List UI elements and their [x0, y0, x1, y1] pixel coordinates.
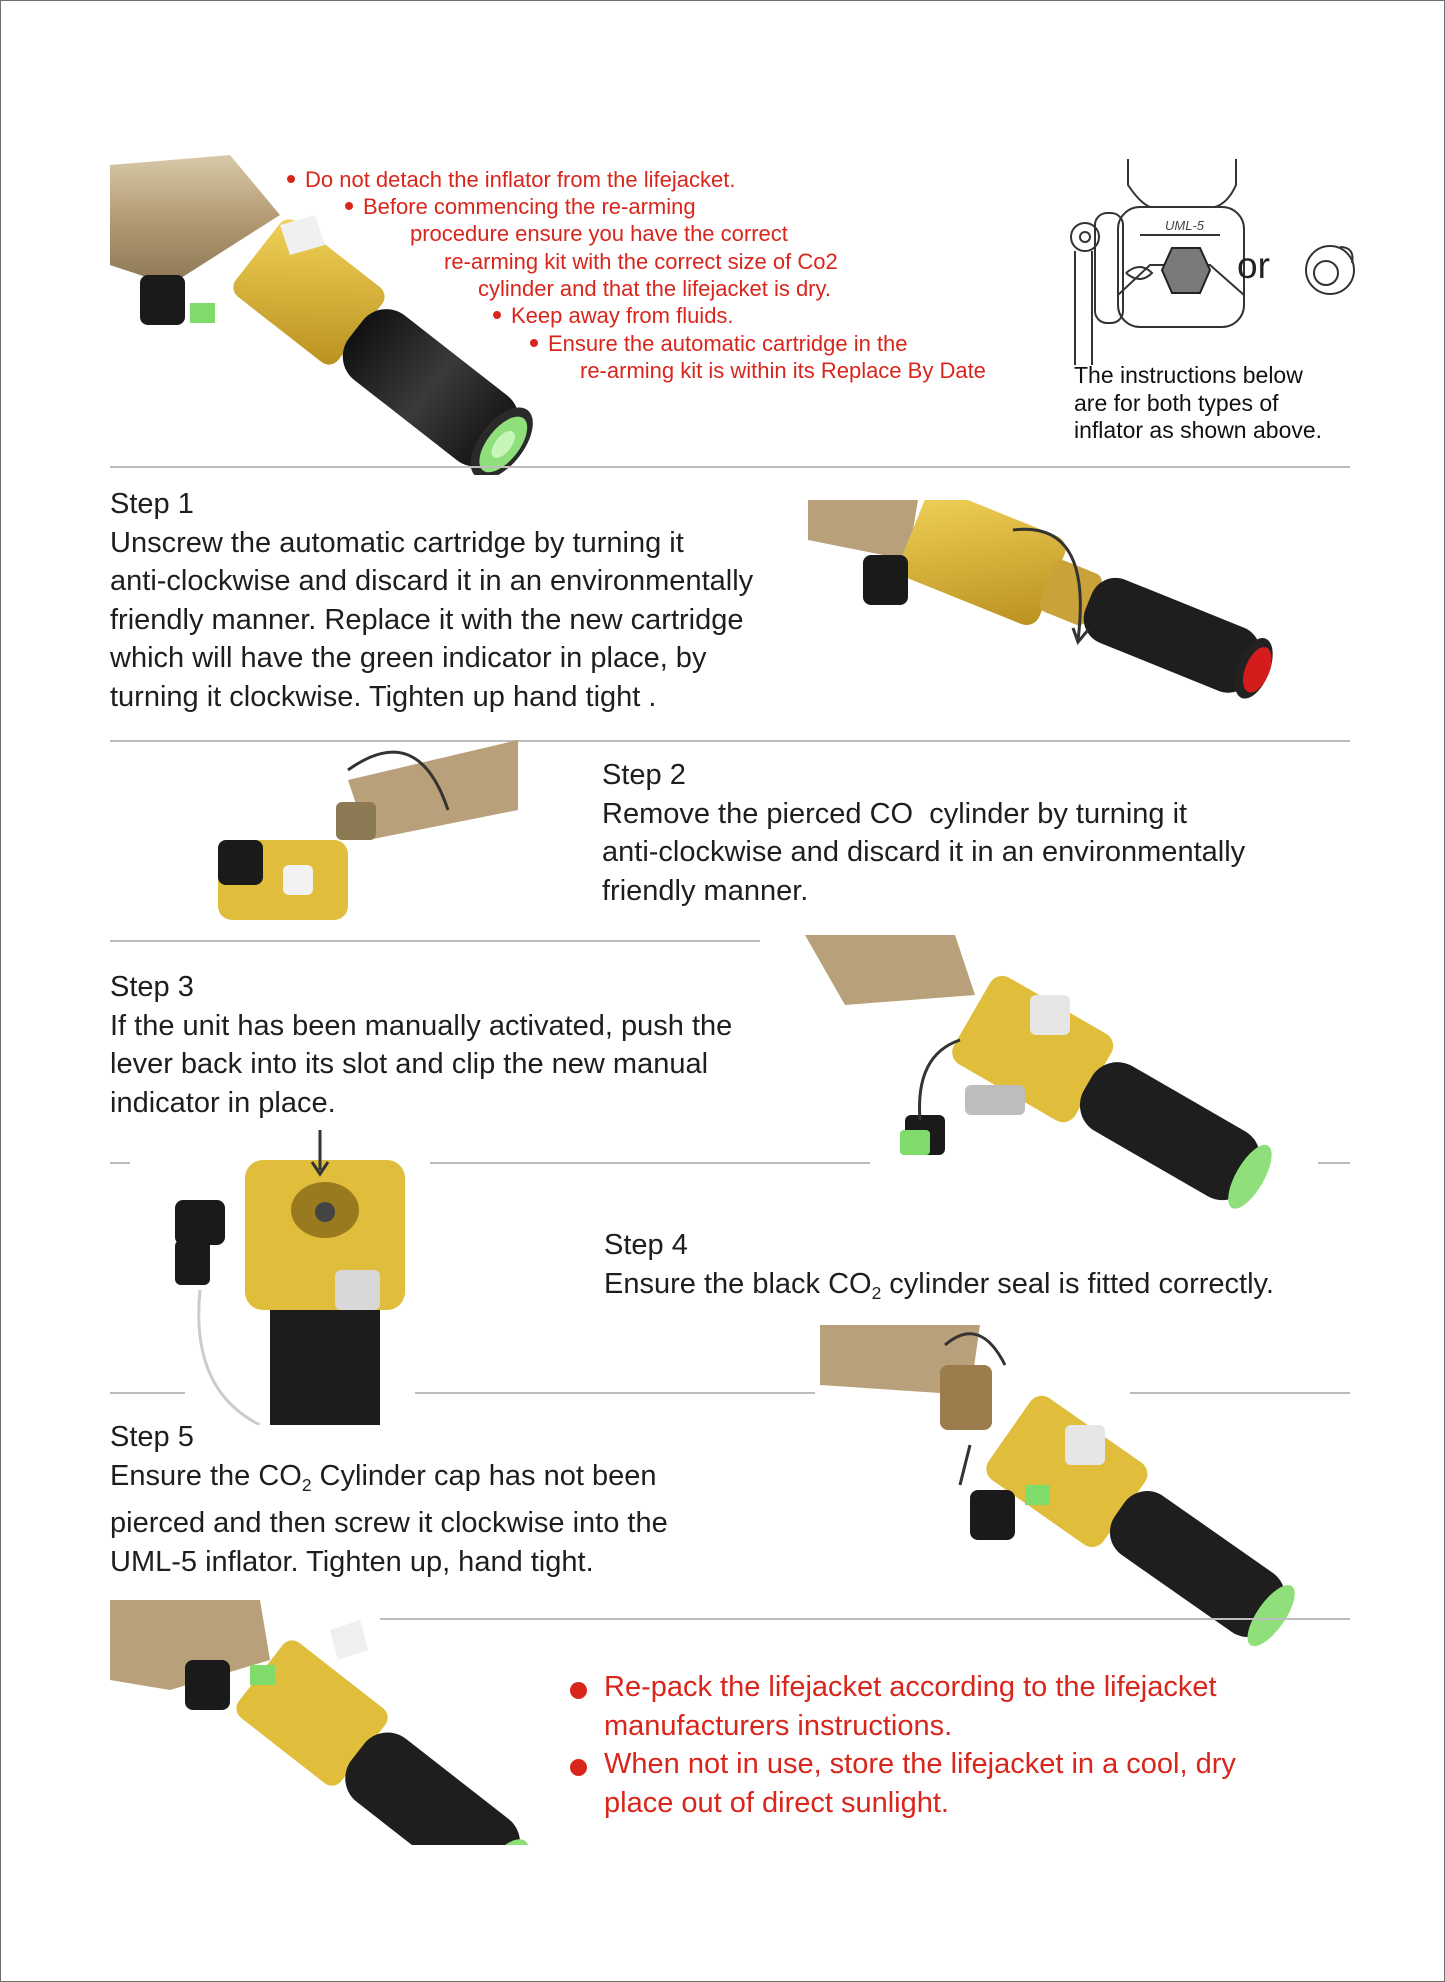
step-5-image	[820, 1325, 1310, 1660]
step-text-line: UML-5 inflator. Tighten up, hand tight.	[110, 1545, 594, 1578]
warning-line: Ensure the automatic cartridge in the	[530, 330, 908, 357]
final-notes	[570, 1668, 1236, 1822]
types-note-line: The instructions below	[1074, 362, 1303, 388]
final-note: When not in use, store the lifejacket in a cool, dry place out of direct sunlight.	[570, 1745, 1236, 1822]
divider	[110, 1392, 185, 1394]
step-text-line: pierced and then screw it clockwise into the	[110, 1507, 668, 1540]
step-3-image	[805, 935, 1295, 1235]
step-text-line: Ensure the $CO_2$ Cylinder cap has not been	[110, 1459, 657, 1495]
step-5	[110, 1418, 668, 1581]
step-text-line: Ensure the black $CO_2$ cylinder seal is fitted correctly.	[604, 1267, 1274, 1303]
step-4	[604, 1226, 1274, 1312]
types-note-line: inflator as shown above.	[1074, 417, 1323, 443]
step-1	[110, 485, 753, 716]
step-text-line: If the unit has been manually activated, push the	[110, 1009, 733, 1042]
divider	[1318, 1162, 1350, 1164]
step-text-line: lever back into its slot and clip the new manual	[110, 1048, 709, 1080]
step-title: Step 2	[602, 759, 686, 791]
step-2	[602, 756, 1245, 910]
divider	[430, 1162, 870, 1164]
inflator-types-diagram	[1060, 155, 1360, 365]
types-note-line: are for both types of	[1074, 389, 1279, 416]
step-text-line: anti-clockwise and discard it in an environmentally	[110, 565, 754, 597]
warning-line: re-arming kit with the correct size of Co2	[444, 249, 838, 274]
divider	[110, 466, 1350, 468]
warning-line: Before commencing the re-arming	[345, 193, 696, 220]
warning-line: Keep away from fluids.	[493, 302, 734, 329]
step-text-line: indicator in place.	[110, 1086, 336, 1119]
final-note: Re-pack the lifejacket according to the lifejacket manufacturers instructions.	[570, 1668, 1236, 1745]
warning-line: Do not detach the inflator from the lifejacket.	[287, 166, 735, 193]
step-text-line: friendly manner. Replace it with the new cartridge	[110, 603, 744, 636]
warning-line: re-arming kit is within its Replace By Date	[580, 358, 986, 383]
step-3	[110, 968, 732, 1122]
warning-line: procedure ensure you have the correct	[410, 221, 788, 246]
types-note	[1074, 362, 1322, 445]
step-text-line: friendly manner.	[602, 874, 809, 907]
step-4-image	[160, 1130, 430, 1425]
step-text-line: which will have the green indicator in place, by	[110, 642, 707, 674]
step-text-line: turning it clockwise. Tighten up hand tight .	[110, 680, 657, 713]
diagram-model-label: UML-5	[1165, 218, 1205, 233]
step-title: Step 1	[110, 488, 194, 520]
step-2-image	[118, 740, 518, 925]
divider	[415, 1392, 815, 1394]
divider	[110, 940, 760, 942]
divider	[110, 1162, 130, 1164]
or-label: or	[1237, 245, 1270, 286]
step-text-line: Unscrew the automatic cartridge by turning it	[110, 526, 684, 559]
step-text-line: Remove the pierced CO cylinder by turning it	[602, 797, 1188, 830]
step-text-line: anti-clockwise and discard it in an environmentally	[602, 836, 1246, 868]
step-1-image	[808, 500, 1278, 740]
warning-line: cylinder and that the lifejacket is dry.	[478, 276, 831, 301]
inflator-image-bottom	[110, 1600, 570, 1845]
step-title: Step 4	[604, 1229, 688, 1261]
step-title: Step 5	[110, 1421, 194, 1453]
step-title: Step 3	[110, 971, 194, 1003]
